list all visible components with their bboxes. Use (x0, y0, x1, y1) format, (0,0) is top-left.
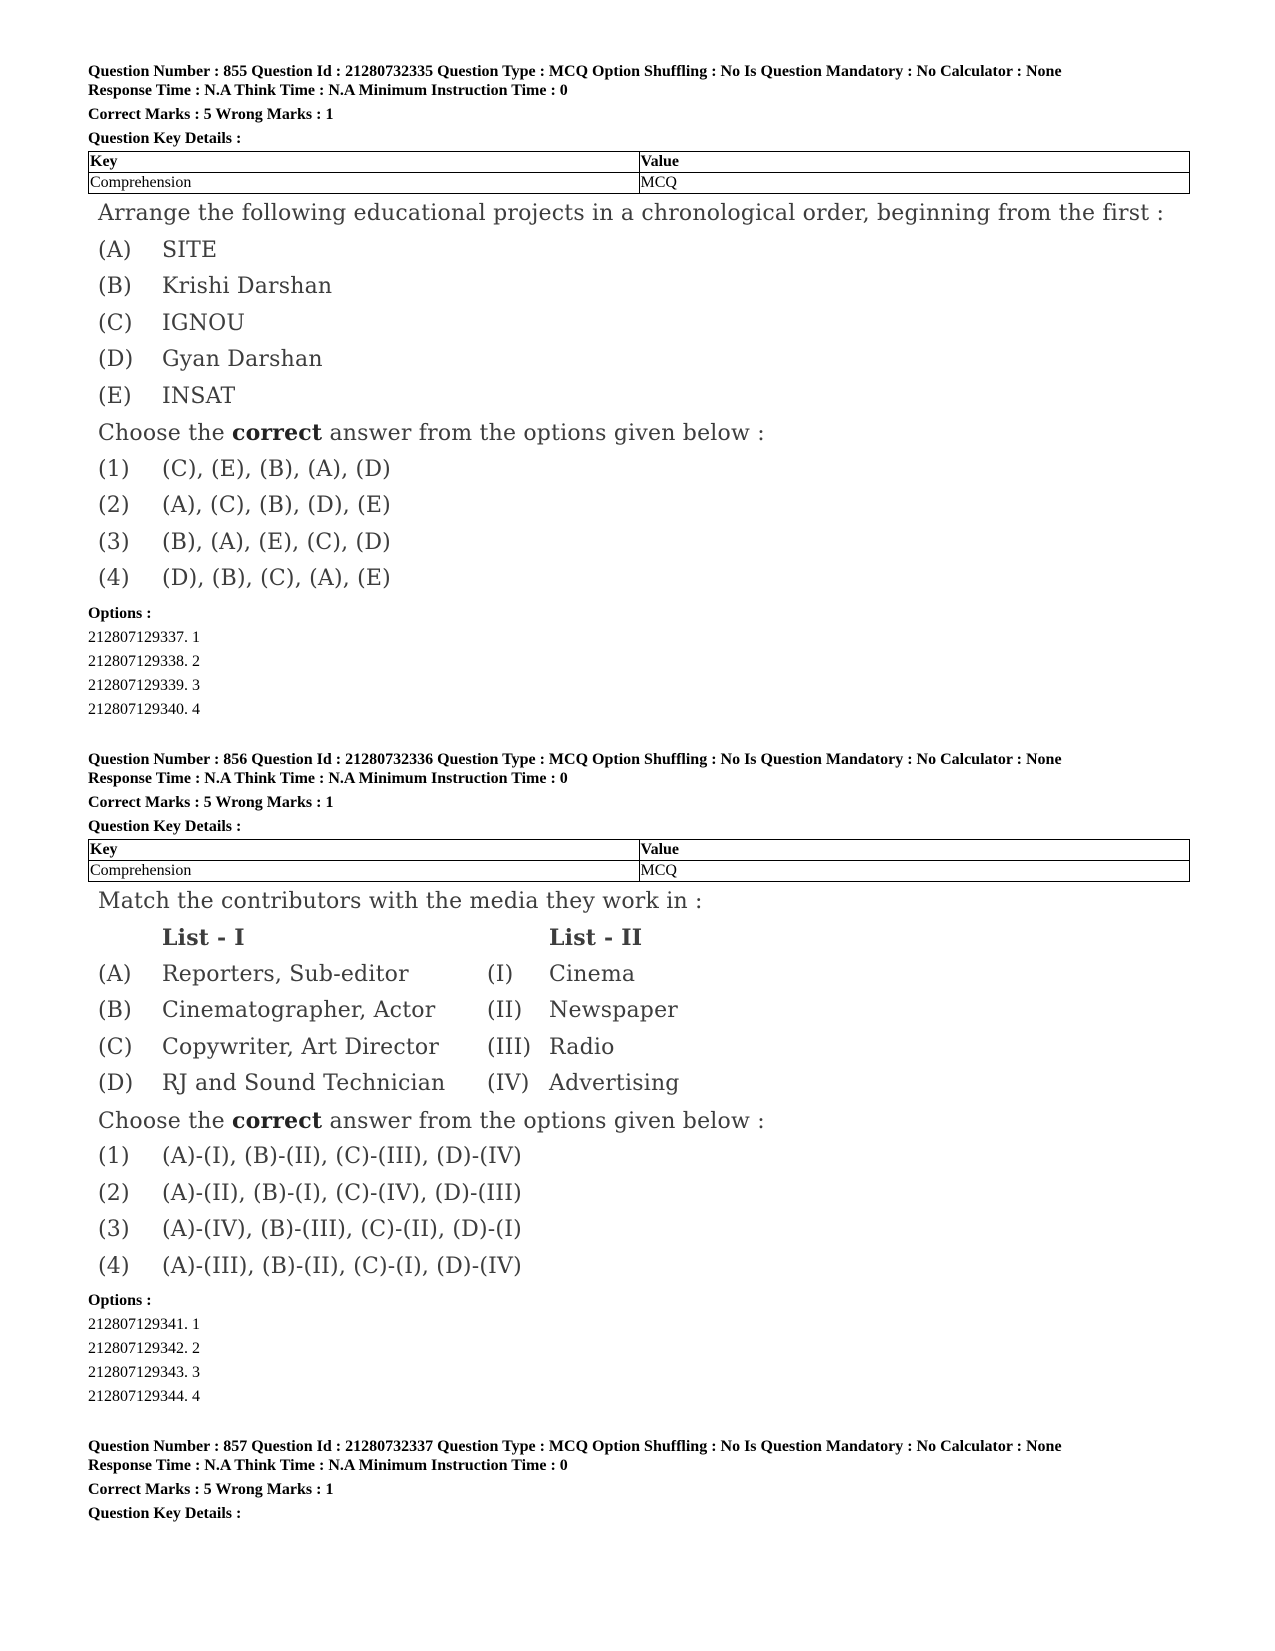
match-row: (D) RJ and Sound Technician (IV) Advertising (98, 1071, 680, 1096)
match-row: (B) Cinematographer, Actor (II) Newspaper (98, 998, 679, 1023)
question-meta-line2: Response Time : N.A Think Time : N.A Minimum Instruction Time : 0 (88, 769, 568, 787)
list-item: (E) INSAT (98, 383, 236, 409)
table-header-key: Key (89, 152, 640, 173)
table-header-value: Value (639, 152, 1190, 173)
question-stem: Match the contributors with the media they work in : (98, 888, 703, 914)
question-marks: Correct Marks : 5 Wrong Marks : 1 (88, 1481, 334, 1498)
question-marks: Correct Marks : 5 Wrong Marks : 1 (88, 106, 334, 123)
question-856 (88, 750, 1188, 1410)
question-key-table (88, 151, 1190, 194)
options-block (88, 602, 1188, 722)
question-header (88, 62, 1188, 148)
option-id: 212807129339. 3 (88, 676, 200, 694)
option-id: 212807129337. 1 (88, 628, 200, 646)
list-item: (A) SITE (98, 237, 218, 263)
table-cell-value: MCQ (639, 173, 1190, 194)
question-857 (88, 1437, 1188, 1523)
answer-choice: (3) (B), (A), (E), (C), (D) (98, 529, 391, 555)
options-label: Options : (88, 604, 152, 622)
table-cell-key: Comprehension (89, 173, 640, 194)
options-block (88, 1289, 1188, 1409)
match-row: (A) Reporters, Sub-editor (I) Cinema (98, 961, 636, 987)
question-key-details-label: Question Key Details : (88, 1505, 242, 1522)
option-id: 212807129340. 4 (88, 700, 200, 718)
list-item: (D) Gyan Darshan (98, 347, 323, 372)
option-id: 212807129342. 2 (88, 1340, 200, 1357)
question-meta-line1: Question Number : 855 Question Id : 21280732335 Question Type : MCQ Option Shuffling : No Is Question Mandatory : No Calculator : None (88, 63, 1062, 80)
option-id: 212807129341. 1 (88, 1316, 200, 1333)
list-item: (B) Krishi Darshan (98, 274, 333, 299)
list-headers (98, 920, 1188, 957)
list2-header: List - II (549, 925, 643, 951)
question-body (88, 884, 1188, 1286)
answer-choice: (1) (C), (E), (B), (A), (D) (98, 456, 391, 482)
option-id: 212807129344. 4 (88, 1388, 200, 1405)
table-row (89, 860, 1190, 881)
question-key-table (88, 839, 1190, 882)
table-cell-key: Comprehension (89, 860, 640, 881)
answer-choice: (4) (D), (B), (C), (A), (E) (98, 566, 391, 591)
answer-choice: (2) (A)-(II), (B)-(I), (C)-(IV), (D)-(III) (98, 1180, 522, 1206)
list1-header: List - I (162, 925, 245, 951)
question-key-details-label: Question Key Details : (88, 817, 242, 835)
options-label: Options : (88, 1292, 152, 1309)
question-meta-line1: Question Number : 857 Question Id : 21280732337 Question Type : MCQ Option Shuffling : No Is Question Mandatory : No Calculator : None (88, 1438, 1062, 1455)
document-page (88, 62, 1188, 1523)
question-stem: Arrange the following educational projects in a chronological order, beginning from the first : (98, 201, 1165, 226)
question-header (88, 1437, 1188, 1523)
question-meta-line2: Response Time : N.A Think Time : N.A Minimum Instruction Time : 0 (88, 82, 568, 99)
question-meta-line2: Response Time : N.A Think Time : N.A Minimum Instruction Time : 0 (88, 1457, 568, 1474)
list-item: (C) IGNOU (98, 310, 246, 336)
option-id: 212807129338. 2 (88, 652, 200, 670)
table-header-value: Value (639, 839, 1190, 860)
choose-instruction: Choose the correct answer from the options given below : (98, 1107, 765, 1134)
choose-instruction: Choose the correct answer from the options given below : (98, 420, 765, 446)
question-marks: Correct Marks : 5 Wrong Marks : 1 (88, 793, 334, 811)
question-key-details-label: Question Key Details : (88, 130, 242, 147)
answer-choice: (2) (A), (C), (B), (D), (E) (98, 493, 391, 518)
table-header-row (89, 152, 1190, 173)
table-header-row (89, 839, 1190, 860)
answer-choice: (4) (A)-(III), (B)-(II), (C)-(I), (D)-(IV) (98, 1253, 522, 1279)
answer-choice: (1) (A)-(I), (B)-(II), (C)-(III), (D)-(IV) (98, 1144, 522, 1169)
question-header (88, 750, 1188, 836)
match-row: (C) Copywriter, Art Director (III) Radio (98, 1034, 615, 1060)
question-meta-line1: Question Number : 856 Question Id : 21280732336 Question Type : MCQ Option Shuffling : No Is Question Mandatory : No Calculator : None (88, 750, 1062, 768)
question-855 (88, 62, 1188, 722)
option-id: 212807129343. 3 (88, 1364, 200, 1381)
answer-choice: (3) (A)-(IV), (B)-(III), (C)-(II), (D)-(I) (98, 1217, 522, 1242)
table-cell-value: MCQ (639, 860, 1190, 881)
table-header-key: Key (89, 839, 640, 860)
question-body (88, 196, 1188, 598)
table-row (89, 173, 1190, 194)
